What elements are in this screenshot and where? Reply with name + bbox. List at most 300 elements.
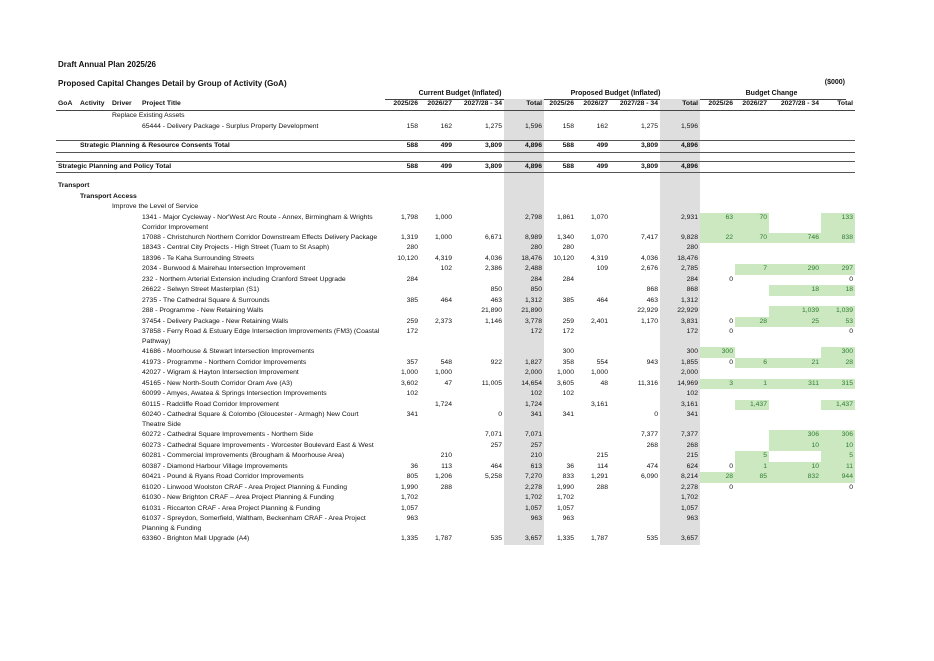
value-cell: 833 xyxy=(562,473,574,480)
value-cell: 2,931 xyxy=(660,213,700,233)
value-cell xyxy=(576,181,610,192)
value-cell xyxy=(700,161,735,173)
value-cell: 474 xyxy=(646,462,658,470)
value-cell xyxy=(385,111,420,122)
value-cell: 1,039 xyxy=(821,306,855,317)
value-cell: 0 xyxy=(729,328,733,335)
value-cell xyxy=(700,451,735,462)
row-label: 42027 - Wigram & Hayton Intersection Improvement xyxy=(142,369,299,376)
value-cell: 1,000 xyxy=(434,233,452,241)
row-label: 60421 - Pound & Ryans Road Corridor Improvements xyxy=(142,473,304,480)
table-row xyxy=(56,430,855,441)
value-cell xyxy=(700,400,735,411)
column-header: 2026/27 xyxy=(576,99,610,111)
value-cell xyxy=(454,202,504,213)
document-title: Draft Annual Plan 2025/26 xyxy=(58,60,156,69)
value-cell xyxy=(544,451,576,462)
value-cell xyxy=(454,347,504,358)
value-cell: 102 xyxy=(406,390,418,397)
value-cell: 499 xyxy=(420,161,454,173)
table-row xyxy=(56,410,855,430)
value-cell xyxy=(544,202,576,213)
value-cell xyxy=(735,327,769,347)
value-cell xyxy=(576,347,610,358)
value-cell xyxy=(700,243,735,254)
value-cell: 1,057 xyxy=(504,504,544,515)
value-cell xyxy=(700,410,735,430)
row-label: 2735 - The Cathedral Square & Surrounds xyxy=(142,296,270,304)
value-cell xyxy=(769,504,821,515)
row-label: 37454 - Delivery Package - New Retaining Walls xyxy=(142,317,289,325)
value-cell: 499 xyxy=(420,141,454,153)
total-row xyxy=(56,161,855,173)
value-cell xyxy=(420,430,454,441)
value-cell: 25 xyxy=(769,317,821,328)
value-cell: 259 xyxy=(562,317,574,325)
value-cell xyxy=(385,192,420,203)
value-cell xyxy=(769,296,821,307)
value-cell: 162 xyxy=(440,122,452,130)
row-label: 60387 - Diamond Harbour Village Improvements xyxy=(142,462,288,470)
value-cell xyxy=(420,181,454,192)
table-row xyxy=(56,275,855,286)
value-cell: 3 xyxy=(700,379,735,390)
value-cell: 18,476 xyxy=(504,254,544,265)
value-cell: 22 xyxy=(700,233,735,244)
value-cell: 922 xyxy=(490,358,502,366)
value-cell: 4,319 xyxy=(590,254,608,262)
column-header: 2026/27 xyxy=(735,99,769,111)
value-cell: 28 xyxy=(700,472,735,483)
value-cell xyxy=(700,285,735,296)
value-cell xyxy=(454,514,504,534)
value-cell xyxy=(660,202,700,213)
value-cell xyxy=(769,122,821,133)
value-cell: 943 xyxy=(646,358,658,366)
value-cell: 4,036 xyxy=(640,254,658,262)
value-cell xyxy=(385,441,420,452)
table-row xyxy=(56,213,855,233)
column-header: 2025/26 xyxy=(544,99,576,111)
row-label: 60281 - Commercial Improvements (Brougham & Moorhouse Area) xyxy=(142,452,345,459)
value-cell xyxy=(735,254,769,265)
value-cell xyxy=(821,111,855,122)
value-cell xyxy=(610,389,660,400)
value-cell xyxy=(700,493,735,504)
value-cell: 464 xyxy=(490,462,502,470)
value-cell: 300 xyxy=(700,347,735,358)
value-cell xyxy=(610,213,660,233)
value-cell xyxy=(700,504,735,515)
row-label: Strategic Planning & Resource Consents Total xyxy=(56,141,385,153)
row-label: Transport Access xyxy=(80,192,137,200)
row-label: 2034 - Burwood & Mairehau Intersection Improvement xyxy=(142,265,306,272)
value-cell: 1,000 xyxy=(434,369,452,376)
row-label: 26622 - Selwyn Street Masterplan (S1) xyxy=(142,286,260,293)
value-cell: 1,702 xyxy=(660,493,700,504)
column-header: 2027/28 - 34 xyxy=(610,99,660,111)
value-cell xyxy=(735,111,769,122)
value-cell xyxy=(576,327,610,347)
value-cell: 6,671 xyxy=(484,233,502,241)
value-cell xyxy=(420,285,454,296)
value-cell xyxy=(576,285,610,296)
value-cell: 1,039 xyxy=(769,306,821,317)
units-label: ($000) xyxy=(824,79,845,86)
value-cell: 284 xyxy=(562,275,574,283)
value-cell: 6 xyxy=(735,358,769,369)
value-cell xyxy=(821,161,855,173)
value-cell xyxy=(454,181,504,192)
value-cell: 499 xyxy=(576,141,610,153)
value-cell xyxy=(576,493,610,504)
value-cell: 7,071 xyxy=(484,431,502,438)
value-cell: 210 xyxy=(504,451,544,462)
value-cell xyxy=(700,430,735,441)
row-label: 60099 - Amyes, Awatea & Springs Intersection Improvements xyxy=(142,390,327,397)
value-cell: 3,602 xyxy=(400,379,418,387)
value-cell xyxy=(454,368,504,379)
value-cell: 588 xyxy=(385,141,420,153)
value-cell xyxy=(700,389,735,400)
value-cell: 1,787 xyxy=(590,535,608,542)
value-cell: 2,798 xyxy=(504,213,544,233)
value-cell: 280 xyxy=(562,244,574,251)
value-cell xyxy=(735,534,769,545)
value-cell: 7,071 xyxy=(504,430,544,441)
value-cell: 210 xyxy=(440,452,452,459)
value-cell xyxy=(610,347,660,358)
value-cell xyxy=(420,410,454,430)
value-cell: 280 xyxy=(504,243,544,254)
value-cell: 1,596 xyxy=(504,122,544,133)
value-cell: 341 xyxy=(504,410,544,430)
value-cell: 1,335 xyxy=(556,535,574,542)
value-cell: 1,437 xyxy=(821,400,855,411)
value-cell: 70 xyxy=(735,233,769,244)
value-cell: 0 xyxy=(729,358,733,366)
table-row xyxy=(56,400,855,411)
value-cell xyxy=(735,296,769,307)
value-cell: 1 xyxy=(735,379,769,390)
value-cell: 1,057 xyxy=(556,504,574,512)
value-cell: 311 xyxy=(769,379,821,390)
value-cell: 358 xyxy=(562,358,574,366)
value-cell xyxy=(544,111,576,122)
value-cell: 1,000 xyxy=(434,213,452,221)
row-label: 37858 - Ferry Road & Estuary Edge Intersection Improvements (FM3) (Coastal Pathway) xyxy=(142,328,380,345)
value-cell: 588 xyxy=(544,161,576,173)
column-header: Activity xyxy=(78,99,110,111)
value-cell: 2,488 xyxy=(504,264,544,275)
value-cell: 385 xyxy=(562,296,574,304)
value-cell xyxy=(454,400,504,411)
value-cell: 1,827 xyxy=(504,358,544,369)
value-cell: 838 xyxy=(821,233,855,244)
value-cell: 215 xyxy=(596,452,608,459)
value-cell xyxy=(454,451,504,462)
value-cell: 28 xyxy=(735,317,769,328)
value-cell xyxy=(420,275,454,286)
value-cell: 746 xyxy=(769,233,821,244)
value-cell: 1,798 xyxy=(400,213,418,221)
value-cell xyxy=(420,327,454,347)
value-cell: 1,070 xyxy=(590,213,608,221)
row-label: 18396 - Te Kaha Surrounding Streets xyxy=(142,254,255,262)
value-cell: 14,654 xyxy=(504,379,544,390)
value-cell: 0 xyxy=(654,411,658,418)
row-label: Improve the Level of Service xyxy=(112,203,199,210)
value-cell: 3,161 xyxy=(660,400,700,411)
table-row xyxy=(56,347,855,358)
value-cell: 257 xyxy=(504,441,544,452)
table-row xyxy=(56,379,855,390)
value-cell xyxy=(735,389,769,400)
value-cell: 113 xyxy=(441,462,452,470)
value-cell: 7,377 xyxy=(660,430,700,441)
value-cell xyxy=(821,254,855,265)
value-cell: 2,000 xyxy=(504,368,544,379)
row-label: 1341 - Major Cycleway - Nor'West Arc Route - Annex, Birmingham & Wrights Corridor Improvement xyxy=(142,213,373,231)
row-label: 61030 - New Brighton CRAF – Area Project Planning & Funding xyxy=(142,494,334,501)
value-cell xyxy=(544,192,576,203)
value-cell xyxy=(735,192,769,203)
value-cell xyxy=(504,347,544,358)
value-cell xyxy=(660,111,700,122)
value-cell xyxy=(420,504,454,515)
value-cell xyxy=(420,111,454,122)
table-row xyxy=(56,451,855,462)
value-cell xyxy=(544,264,576,275)
value-cell xyxy=(385,285,420,296)
row-label: Replace Existing Assets xyxy=(112,112,185,119)
value-cell xyxy=(821,296,855,307)
value-cell xyxy=(454,493,504,504)
value-cell xyxy=(576,410,610,430)
value-cell xyxy=(735,483,769,494)
value-cell: 1,437 xyxy=(735,400,769,411)
capital-changes-table xyxy=(56,99,855,545)
value-cell: 4,896 xyxy=(504,141,544,153)
table-row xyxy=(56,462,855,473)
value-cell xyxy=(576,504,610,515)
value-cell xyxy=(610,181,660,192)
table-row xyxy=(56,296,855,307)
table-row xyxy=(56,389,855,400)
value-cell: 284 xyxy=(504,275,544,286)
value-cell xyxy=(420,202,454,213)
value-cell: 10 xyxy=(821,441,855,452)
value-cell xyxy=(610,111,660,122)
proposed-budget-group-header: Proposed Budget (Inflated) xyxy=(538,90,693,100)
value-cell: 306 xyxy=(821,430,855,441)
value-cell xyxy=(735,275,769,286)
value-cell xyxy=(385,451,420,462)
value-cell: 4,896 xyxy=(660,141,700,153)
value-cell: 341 xyxy=(660,410,700,430)
value-cell xyxy=(700,181,735,192)
value-cell xyxy=(610,504,660,515)
value-cell: 588 xyxy=(385,161,420,173)
value-cell: 7 xyxy=(735,264,769,275)
value-cell xyxy=(420,493,454,504)
value-cell xyxy=(769,161,821,173)
value-cell: 0 xyxy=(849,275,853,283)
value-cell: 300 xyxy=(821,347,855,358)
table-row xyxy=(56,243,855,254)
value-cell: 1,990 xyxy=(400,483,418,491)
value-cell: 300 xyxy=(660,347,700,358)
value-cell xyxy=(385,347,420,358)
spacer-row xyxy=(56,152,855,161)
value-cell xyxy=(769,243,821,254)
value-cell: 109 xyxy=(596,265,608,272)
value-cell xyxy=(610,451,660,462)
value-cell xyxy=(735,141,769,153)
column-header: Project Title xyxy=(140,99,385,111)
value-cell: 172 xyxy=(406,328,418,335)
value-cell: 4,896 xyxy=(504,161,544,173)
value-cell xyxy=(610,483,660,494)
value-cell: 36 xyxy=(410,462,418,470)
table-row xyxy=(56,122,855,133)
value-cell xyxy=(385,264,420,275)
value-cell xyxy=(769,275,821,286)
value-cell xyxy=(454,483,504,494)
value-cell xyxy=(700,254,735,265)
column-header: 2027/28 - 34 xyxy=(454,99,504,111)
value-cell xyxy=(610,368,660,379)
row-label: 63360 - Brighton Mall Upgrade (A4) xyxy=(142,535,250,542)
value-cell xyxy=(735,347,769,358)
value-cell xyxy=(821,122,855,133)
row-label: 45165 - New North-South Corridor Oram Ave (A3) xyxy=(142,379,293,387)
value-cell: 172 xyxy=(504,327,544,347)
value-cell: 3,657 xyxy=(504,534,544,545)
value-cell xyxy=(769,213,821,233)
row-label: 288 - Programme - New Retaining Walls xyxy=(142,307,264,314)
value-cell: 4,319 xyxy=(434,254,452,262)
value-cell: 10,120 xyxy=(553,254,574,262)
value-cell xyxy=(700,441,735,452)
value-cell xyxy=(769,389,821,400)
value-cell xyxy=(576,111,610,122)
value-cell xyxy=(821,534,855,545)
table-row xyxy=(56,534,855,545)
value-cell: 0 xyxy=(849,483,853,491)
value-cell xyxy=(610,243,660,254)
value-cell: 8,989 xyxy=(504,233,544,244)
value-cell: 2,278 xyxy=(504,483,544,494)
value-cell xyxy=(700,306,735,317)
value-cell: 0 xyxy=(498,411,502,418)
table-row xyxy=(56,254,855,265)
value-cell xyxy=(420,243,454,254)
value-cell xyxy=(769,514,821,534)
value-cell: 850 xyxy=(490,286,502,293)
value-cell xyxy=(576,275,610,286)
row-label: 41973 - Programme - Northern Corridor Improvements xyxy=(142,358,307,366)
value-cell: 1,312 xyxy=(660,296,700,307)
table-row xyxy=(56,327,855,347)
value-cell: 18 xyxy=(769,285,821,296)
value-cell: 554 xyxy=(596,358,608,366)
value-cell: 3,809 xyxy=(454,141,504,153)
value-cell xyxy=(700,141,735,153)
value-cell xyxy=(610,275,660,286)
value-cell xyxy=(610,514,660,534)
row-label: 60240 - Cathedral Square & Colombo (Gloucester - Armagh) New Court Theatre Side xyxy=(142,411,359,428)
total-row xyxy=(56,141,855,153)
value-cell: 805 xyxy=(406,473,418,480)
value-cell: 18,476 xyxy=(660,254,700,265)
row-label: 41686 - Moorhouse & Stewart Intersection Improvements xyxy=(142,348,315,355)
value-cell: 22,929 xyxy=(660,306,700,317)
value-cell: 3,809 xyxy=(454,161,504,173)
value-cell xyxy=(454,389,504,400)
value-cell xyxy=(504,202,544,213)
value-cell: 284 xyxy=(660,275,700,286)
table-row xyxy=(56,233,855,244)
value-cell xyxy=(420,389,454,400)
value-cell: 85 xyxy=(735,472,769,483)
value-cell: 10 xyxy=(769,441,821,452)
value-cell: 850 xyxy=(504,285,544,296)
value-cell: 300 xyxy=(562,348,574,355)
value-cell: 102 xyxy=(504,389,544,400)
value-cell: 1,855 xyxy=(660,358,700,369)
value-cell: 21,890 xyxy=(504,306,544,317)
value-cell: 1,319 xyxy=(400,233,418,241)
value-cell xyxy=(576,306,610,317)
value-cell: 10 xyxy=(769,462,821,473)
value-cell xyxy=(454,192,504,203)
row-label: Transport xyxy=(58,182,90,189)
spacer-row xyxy=(56,132,855,141)
value-cell: 385 xyxy=(406,296,418,304)
value-cell: 3,778 xyxy=(504,317,544,328)
value-cell: 1,275 xyxy=(484,122,502,130)
value-cell xyxy=(735,202,769,213)
column-header: 2025/26 xyxy=(385,99,420,111)
value-cell: 2,278 xyxy=(660,483,700,494)
value-cell: 1,724 xyxy=(504,400,544,411)
value-cell: 47 xyxy=(444,379,452,387)
value-cell xyxy=(454,243,504,254)
value-cell: 315 xyxy=(821,379,855,390)
value-cell xyxy=(735,430,769,441)
value-cell xyxy=(735,181,769,192)
value-cell: 3,831 xyxy=(660,317,700,328)
value-cell: 588 xyxy=(544,141,576,153)
value-cell xyxy=(821,514,855,534)
value-cell: 5 xyxy=(821,451,855,462)
value-cell: 963 xyxy=(406,515,418,522)
value-cell xyxy=(700,296,735,307)
table-row xyxy=(56,368,855,379)
value-cell xyxy=(821,389,855,400)
value-cell: 102 xyxy=(562,390,574,397)
value-cell xyxy=(576,430,610,441)
value-cell: 341 xyxy=(406,411,418,418)
row-label: Strategic Planning and Policy Total xyxy=(56,161,385,173)
value-cell: 464 xyxy=(596,296,608,304)
value-cell xyxy=(576,202,610,213)
row-label: 61031 - Riccarton CRAF - Area Project Planning & Funding xyxy=(142,504,321,512)
value-cell: 268 xyxy=(646,441,658,449)
value-cell xyxy=(769,181,821,192)
table-row xyxy=(56,514,855,534)
